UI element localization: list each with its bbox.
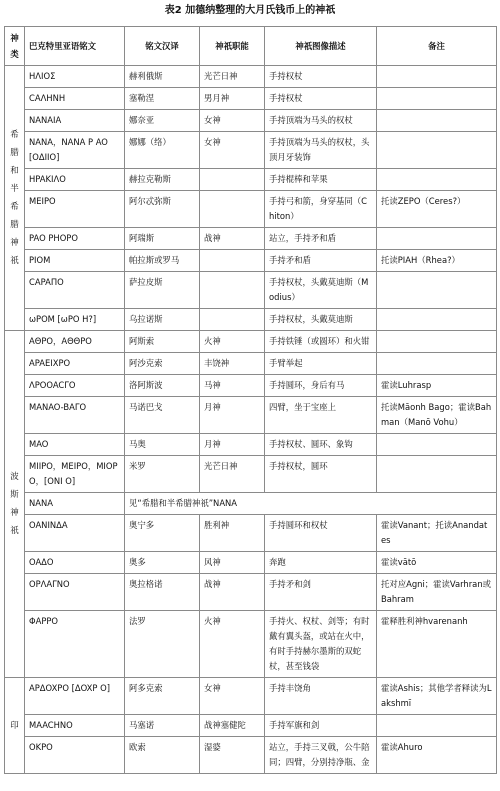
cell-god-role: 月神 — [200, 397, 265, 434]
cell-bactrian: CAPAΠO — [25, 272, 125, 309]
category-indian — [5, 678, 25, 774]
table-row — [5, 191, 497, 228]
cell-description: 手持权杖，圆环 — [265, 456, 377, 493]
cell-notes: 霍读Luhrasp — [377, 375, 497, 397]
cell-bactrian: NANAIA — [25, 110, 125, 132]
cell-chinese: 帕拉斯或罗马 — [125, 250, 200, 272]
cell-notes — [377, 66, 497, 88]
cell-god-role: 女神 — [200, 678, 265, 715]
cell-chinese: 阿尔忒弥斯 — [125, 191, 200, 228]
cell-notes — [377, 456, 497, 493]
cell-notes: 托读Māonh Bago；霍读Bahman（Manō Vohu） — [377, 397, 497, 434]
cell-description: 四臂，坐于宝座上 — [265, 397, 377, 434]
table-row — [5, 353, 497, 375]
cell-bactrian: MANAO-BAΓO — [25, 397, 125, 434]
cell-notes — [377, 228, 497, 250]
cell-cross-reference: 见“希腊和半希腊神祇”NANA — [125, 493, 497, 515]
cell-god-role — [200, 250, 265, 272]
cell-bactrian: ΛPOOACΓO — [25, 375, 125, 397]
cell-description: 手持顶端为马头的权杖，头顶月牙装饰 — [265, 132, 377, 169]
cell-notes — [377, 132, 497, 169]
cell-description: 手持军旗和剑 — [265, 715, 377, 737]
header-category: 神类 — [5, 27, 25, 66]
cell-description: 手持权杖，头戴莫迪斯（Modius） — [265, 272, 377, 309]
cell-chinese: 乌拉诺斯 — [125, 309, 200, 331]
cell-bactrian: AΘPO，AΘΘPO — [25, 331, 125, 353]
cell-notes: 霍读Vanant；托读Anandates — [377, 515, 497, 552]
deities-table — [4, 26, 497, 774]
table-row — [5, 737, 497, 774]
cell-god-role: 女神 — [200, 110, 265, 132]
cell-chinese: 赫利俄斯 — [125, 66, 200, 88]
cell-description: 手持圆环，身后有马 — [265, 375, 377, 397]
table-row — [5, 66, 497, 88]
cell-chinese: 赫拉克勒斯 — [125, 169, 200, 191]
cell-god-role — [200, 169, 265, 191]
cell-notes: 托对应Agni；霍读Varhran或Bahram — [377, 574, 497, 611]
table-row — [5, 250, 497, 272]
table-row — [5, 434, 497, 456]
table-row — [5, 132, 497, 169]
cell-notes: 霍释胜利神hvarenanh — [377, 611, 497, 678]
table-row — [5, 678, 497, 715]
cell-bactrian: MAACHNO — [25, 715, 125, 737]
table-body — [5, 66, 497, 774]
category-label: 希腊和半希腊神祇 — [10, 130, 19, 266]
cell-description: 手持权杖，头戴莫迪斯 — [265, 309, 377, 331]
cell-bactrian: APΔOXPO [ΔOXP O] — [25, 678, 125, 715]
category-label: 波斯神祇 — [10, 472, 19, 536]
cell-chinese: 马诺巴戈 — [125, 397, 200, 434]
cell-description: 手持铁锤（或圆环）和火钳 — [265, 331, 377, 353]
cell-bactrian: OAΔO — [25, 552, 125, 574]
cell-notes: 托读PIAH（Rhea?） — [377, 250, 497, 272]
cell-bactrian: PIOM — [25, 250, 125, 272]
table-row — [5, 515, 497, 552]
cell-description: 手持丰饶角 — [265, 678, 377, 715]
cell-chinese: 塞勒涅 — [125, 88, 200, 110]
cell-bactrian: MAO — [25, 434, 125, 456]
cell-god-role: 风神 — [200, 552, 265, 574]
table-row — [5, 228, 497, 250]
cell-description: 手持火、权杖、剑等；有时戴有翼头盔，或站在火中，有时手持赫尔墨斯的双蛇杖，甚至钱袋 — [265, 611, 377, 678]
header-notes: 备注 — [377, 27, 497, 66]
cell-chinese: 娜娜（络） — [125, 132, 200, 169]
cell-god-role: 胜利神 — [200, 515, 265, 552]
cell-chinese: 娜奈亚 — [125, 110, 200, 132]
cell-notes: 霍读Ahuro — [377, 737, 497, 774]
cell-notes — [377, 272, 497, 309]
cell-description: 手持权杖 — [265, 66, 377, 88]
cell-description: 手持棍棒和苹果 — [265, 169, 377, 191]
cell-notes: 霍读Ashis；其他学者释读为Lakshmī — [377, 678, 497, 715]
table-row — [5, 169, 497, 191]
header-god-role: 神祇职能 — [200, 27, 265, 66]
cell-chinese: 奥宁多 — [125, 515, 200, 552]
cell-notes — [377, 331, 497, 353]
cell-description: 手持矛和剑 — [265, 574, 377, 611]
table-row — [5, 552, 497, 574]
cell-notes — [377, 169, 497, 191]
cell-description: 站立，手持矛和盾 — [265, 228, 377, 250]
cell-bactrian: MIIPO，MEIPO，MIOPO，[ONI O] — [25, 456, 125, 493]
table-row — [5, 110, 497, 132]
table-row — [5, 493, 497, 515]
cell-notes — [377, 110, 497, 132]
cell-bactrian: APAEIXPO — [25, 353, 125, 375]
cell-bactrian: HPAKIΛO — [25, 169, 125, 191]
cell-description: 手持权杖 — [265, 88, 377, 110]
cell-description: 手臂举起 — [265, 353, 377, 375]
cell-god-role: 女神 — [200, 132, 265, 169]
cell-description: 奔跑 — [265, 552, 377, 574]
cell-chinese: 阿沙克索 — [125, 353, 200, 375]
cell-description: 手持权杖、圆环、象钩 — [265, 434, 377, 456]
cell-god-role: 火神 — [200, 611, 265, 678]
cell-chinese: 阿多克索 — [125, 678, 200, 715]
cell-god-role — [200, 191, 265, 228]
category-persian — [5, 331, 25, 678]
cell-chinese: 洛阿斯波 — [125, 375, 200, 397]
cell-chinese: 马塞诺 — [125, 715, 200, 737]
cell-chinese: 阿斯索 — [125, 331, 200, 353]
cell-bactrian: ωPOM [ωPO H?] — [25, 309, 125, 331]
cell-description: 手持圆环和权杖 — [265, 515, 377, 552]
category-greek — [5, 66, 25, 331]
cell-god-role: 战神 — [200, 574, 265, 611]
cell-notes — [377, 309, 497, 331]
cell-notes — [377, 715, 497, 737]
table-row — [5, 309, 497, 331]
cell-notes — [377, 88, 497, 110]
cell-description: 手持矛和盾 — [265, 250, 377, 272]
cell-bactrian: OANINΔA — [25, 515, 125, 552]
cell-chinese: 马奥 — [125, 434, 200, 456]
cell-god-role: 男月神 — [200, 88, 265, 110]
table-row — [5, 456, 497, 493]
cell-description: 手持弓和箭，身穿基同（Chiton） — [265, 191, 377, 228]
cell-bactrian: OPΛAΓNO — [25, 574, 125, 611]
cell-god-role: 湿婆 — [200, 737, 265, 774]
cell-notes: 霍读vātō — [377, 552, 497, 574]
cell-chinese: 奥多 — [125, 552, 200, 574]
cell-chinese: 阿瑞斯 — [125, 228, 200, 250]
table-row — [5, 331, 497, 353]
category-label: 印 — [10, 720, 19, 731]
cell-bactrian: ΦAPPO — [25, 611, 125, 678]
header-description: 神祇图像描述 — [265, 27, 377, 66]
cell-chinese: 米罗 — [125, 456, 200, 493]
cell-notes — [377, 434, 497, 456]
cell-chinese: 萨拉皮斯 — [125, 272, 200, 309]
header-bactrian: 巴克特里亚语铭文 — [25, 27, 125, 66]
cell-god-role — [200, 309, 265, 331]
table-row — [5, 88, 497, 110]
cell-god-role: 马神 — [200, 375, 265, 397]
table-row — [5, 397, 497, 434]
cell-chinese: 法罗 — [125, 611, 200, 678]
cell-god-role: 战神塞健陀 — [200, 715, 265, 737]
table-row — [5, 574, 497, 611]
cell-bactrian: ΗΛΙΟΣ — [25, 66, 125, 88]
cell-bactrian: PAO PHOPO — [25, 228, 125, 250]
cell-bactrian: CAΛHNH — [25, 88, 125, 110]
cell-chinese: 欧索 — [125, 737, 200, 774]
cell-notes: 托读ZEPO（Ceres?） — [377, 191, 497, 228]
cell-god-role: 战神 — [200, 228, 265, 250]
cell-bactrian: NANA — [25, 493, 125, 515]
cell-god-role: 丰饶神 — [200, 353, 265, 375]
cell-god-role: 光芒日神 — [200, 456, 265, 493]
table-row — [5, 375, 497, 397]
cell-notes — [377, 353, 497, 375]
cell-description: 手持顶端为马头的权杖 — [265, 110, 377, 132]
cell-god-role: 月神 — [200, 434, 265, 456]
cell-bactrian: MEIPO — [25, 191, 125, 228]
table-title: 表2 加德纳整理的大月氏钱币上的神祇 — [164, 5, 336, 16]
cell-description: 站立，手持三叉戟，公牛陪同；四臂，分别持净瓶、金 — [265, 737, 377, 774]
cell-bactrian: OKPO — [25, 737, 125, 774]
header-chinese: 铭文汉译 — [125, 27, 200, 66]
cell-god-role: 光芒日神 — [200, 66, 265, 88]
cell-chinese: 奥拉格诺 — [125, 574, 200, 611]
table-row — [5, 272, 497, 309]
cell-god-role — [200, 272, 265, 309]
cell-bactrian: NANA，NANA P AO [OΔIIO] — [25, 132, 125, 169]
table-row — [5, 611, 497, 678]
header-row — [5, 27, 497, 66]
cell-god-role: 火神 — [200, 331, 265, 353]
table-row — [5, 715, 497, 737]
